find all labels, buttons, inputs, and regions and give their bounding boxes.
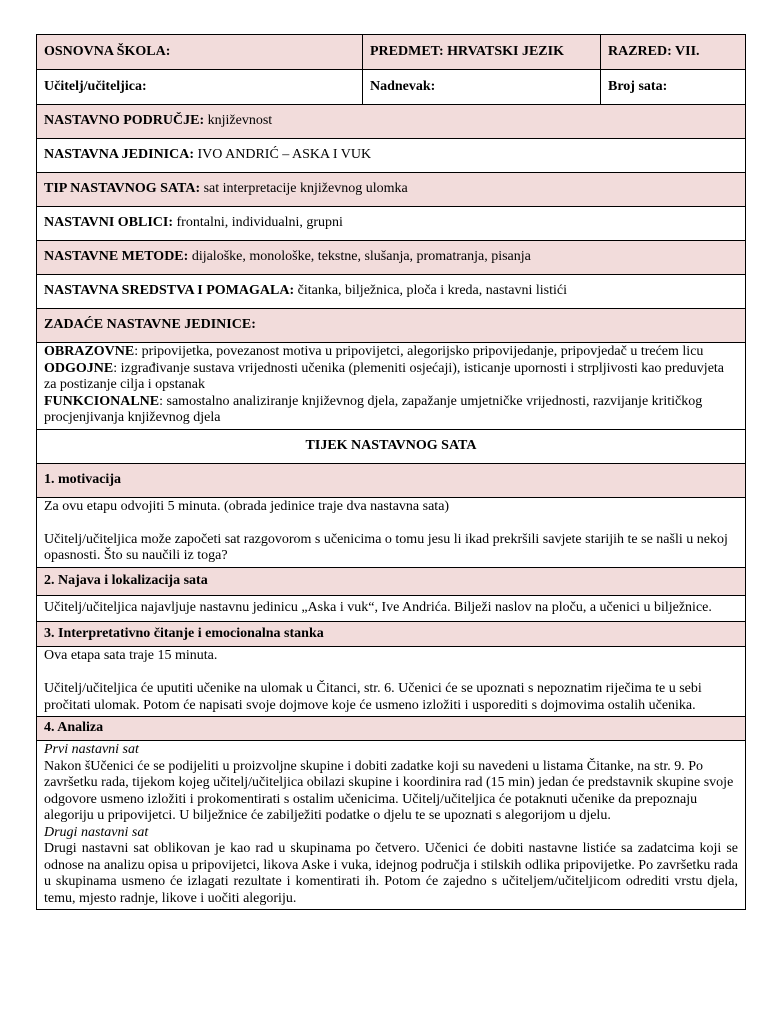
forms-cell: NASTAVNI OBLICI: frontalni, individualni, grupni xyxy=(37,207,746,241)
unit-row xyxy=(37,139,746,173)
tasks-header-cell: ZADAĆE NASTAVNE JEDINICE: xyxy=(37,309,746,343)
aids-cell: NASTAVNA SREDSTVA I POMAGALA: čitanka, bilježnica, ploča i kreda, nastavni listići xyxy=(37,275,746,309)
flow-title-row xyxy=(37,429,746,463)
educational-tasks: OBRAZOVNE: pripovijetka, povezanost motiva u pripovijetci, alegorijsko pripovijedanje, pripovjedač u trećem licu xyxy=(44,344,704,359)
section-2-paragraph: Učitelj/učiteljica najavljuje nastavnu jedinicu „Aska i vuk“, Ive Andrića. Bilježi naslov na ploču, a učenici u bilježnice. xyxy=(44,599,712,615)
section-3-body-row xyxy=(37,647,746,717)
section-3-title: 3. Interpretativno čitanje i emocionalna stanka xyxy=(37,622,746,647)
section-1-paragraph: Za ovu etapu odvojiti 5 minuta. (obrada jedinice traje dva nastavna sata) xyxy=(44,498,450,514)
header-row-1 xyxy=(37,35,746,70)
type-cell: TIP NASTAVNOG SATA: sat interpretacije književnog ulomka xyxy=(37,173,746,207)
section-3-paragraph: Učitelj/učiteljica će uputiti učenike na ulomak u Čitanci, str. 6. Učenici će se upoznati s nepoznatim riječima te u sebi pročitati ulomak. Potom će napisati svoje dojmove koje će usmeno izložiti i usporediti s dojmovima ostalih učenika. xyxy=(44,681,702,713)
header-row-2 xyxy=(37,70,746,105)
section-4-title: 4. Analiza xyxy=(37,717,746,741)
section-2-body xyxy=(37,595,746,622)
functional-tasks: FUNKCIONALNE: samostalno analiziranje književnog djela, zapažanje umjetničke vrijednosti, razvijanje kritičkog procjenjivanja književnog djela xyxy=(44,393,703,425)
section-3-body xyxy=(37,647,746,717)
type-row xyxy=(37,173,746,207)
teacher-cell: Učitelj/učiteljica: xyxy=(37,70,363,105)
section-1-body xyxy=(37,497,746,567)
lesson-plan-document xyxy=(36,34,745,910)
area-row xyxy=(37,105,746,139)
tasks-body-row xyxy=(37,343,746,430)
lesson-plan-table xyxy=(36,34,746,910)
section-3-header-row xyxy=(37,622,746,647)
section-4-paragraph-1: Nakon šUčenici će se podijeliti u proizvoljne skupine i dobiti zadatke koji su navedeni u listama Čitanke, na str. 9. Po završetku rada, tijekom kojeg učitelj/učiteljica obilazi skupine i koordinira rad (15 min) jedan će predstavnik skupine svoje odgovore usmeno izložiti i prokomentirati s ostalim učenicima. Učitelj/učiteljica će potaknuti učenike da prepoznaju alegoriju u pripovijetci. U bilježnice će zabilježiti podatke o djelu te se upoznati s alegorijom u djelu. xyxy=(44,758,734,823)
date-cell: Nadnevak: xyxy=(363,70,601,105)
forms-row xyxy=(37,207,746,241)
section-4-body-row xyxy=(37,741,746,910)
aids-row xyxy=(37,275,746,309)
section-3-paragraph: Ova etapa sata traje 15 minuta. xyxy=(44,648,218,663)
section-4-paragraph-2: Drugi nastavni sat oblikovan je kao rad u skupinama po četvero. Učenici će dobiti nastavne listiće sa zadatcima koji se odnose na analizu opisa u pripovijetci, likova Aske i vuka, idejnog područja i stilskih odlika pripovijetke. Po završetku rada u skupinama usmeno će izlagati rezultate i komentirati ih. Potom će zajedno s učiteljem/učiteljicom odrediti vrstu djela, temu, mjesto radnje, likove i uočiti alegoriju. xyxy=(44,841,738,906)
section-4-header-row xyxy=(37,717,746,741)
tasks-body-cell xyxy=(37,343,746,430)
grade-cell: RAZRED: VII. xyxy=(601,35,746,70)
area-cell: NASTAVNO PODRUČJE: književnost xyxy=(37,105,746,139)
section-1-paragraph: Učitelj/učiteljica može započeti sat razgovorom s učenicima o tomu jesu li ikad prekršili savjete starijih te se našli u nekoj opasnosti. Što su naučili iz toga? xyxy=(44,531,728,563)
section-4-body xyxy=(37,741,746,910)
subject-cell: PREDMET: HRVATSKI JEZIK xyxy=(363,35,601,70)
section-2-title: 2. Najava i lokalizacija sata xyxy=(37,567,746,595)
flow-title-cell: TIJEK NASTAVNOG SATA xyxy=(37,429,746,463)
section-2-body-row xyxy=(37,595,746,622)
section-1-title: 1. motivacija xyxy=(37,463,746,497)
section-2-header-row xyxy=(37,567,746,595)
tasks-header-row xyxy=(37,309,746,343)
methods-cell: NASTAVNE METODE: dijaloške, monološke, tekstne, slušanja, promatranja, pisanja xyxy=(37,241,746,275)
section-4-subheading-2: Drugi nastavni sat xyxy=(44,824,149,840)
unit-cell: NASTAVNA JEDINICA: IVO ANDRIĆ – ASKA I VUK xyxy=(37,139,746,173)
lesson-number-cell: Broj sata: xyxy=(601,70,746,105)
methods-row xyxy=(37,241,746,275)
upbringing-tasks: ODGOJNE: izgrađivanje sustava vrijednosti učenika (plemeniti osjećaji), isticanje upornosti i strpljivosti kao preduvjeta za postizanje cilja i opstanak xyxy=(44,360,725,392)
section-4-subheading-1: Prvi nastavni sat xyxy=(44,742,139,757)
section-1-body-row xyxy=(37,497,746,567)
school-cell: OSNOVNA ŠKOLA: xyxy=(37,35,363,70)
section-1-header-row xyxy=(37,463,746,497)
